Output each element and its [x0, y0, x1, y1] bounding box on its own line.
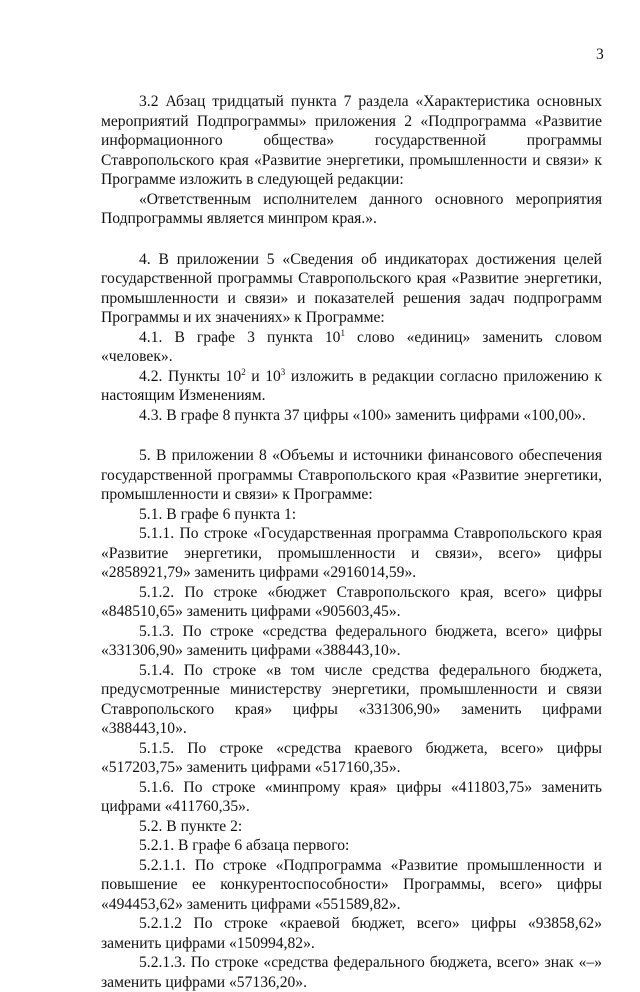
page-number: 3 [596, 46, 604, 63]
paragraph-5: 5. В приложении 8 «Объемы и источники финансового обеспечения государственной программы Ставропольского края «Развитие энергетики, промышленности и связи» к Программе: [101, 447, 602, 503]
paragraph-gap [101, 425, 602, 446]
paragraph-5-1-2: 5.1.2. По строке «бюджет Ставропольского края, всего» цифры «848510,65» заменить цифрами «905603,45». [101, 583, 602, 620]
paragraph-4-3: 4.3. В графе 8 пункта 37 цифры «100» заменить цифрами «100,00». [139, 406, 586, 424]
paragraph-3-2: 3.2 Абзац тридцатый пункта 7 раздела «Характеристика основных мероприятий Подпрограммы» приложения 2 «Подпрограмма «Развитие информационного общества» государственной программы Ставропольского края «Развитие энергетики, промышленности и связи» к Программе изложить в следующей редакции: [101, 93, 602, 188]
paragraph-4: 4. В приложении 5 «Сведения об индикаторах достижения целей государственной программы Ставропольского края «Развитие энергетики, промышленности и связи» и показателей решения задач подпрограмм Программы и их значениях» к Программе: [101, 250, 602, 326]
paragraph-5-1-1: 5.1.1. По строке «Государственная программа Ставропольского края «Развитие энергетики, промышленности и связи», всего» цифры «2858921,79» заменить цифрами «2916014,59». [101, 525, 602, 581]
paragraph-5-1-3: 5.1.3. По строке «средства федерального бюджета, всего» цифры «331306,90» заменить цифрами «388443,10». [101, 622, 602, 659]
paragraph-4-1-text-start: 4.1. В графе 3 пункта 10 [139, 328, 341, 346]
paragraph-4-1-text-end: слово «единиц» заменить словом «человек». [101, 328, 602, 365]
paragraph-5-2-1-1: 5.2.1.1. По строке «Подпрограмма «Развитие промышленности и повышение ее конкурентоспособности» Программы, всего» цифры «494453,62» заменить цифрами «551589,82». [101, 856, 602, 913]
paragraph-5-1: 5.1. В графе 6 пункта 1: [139, 505, 297, 523]
paragraph-5-2: 5.2. В пункте 2: [139, 817, 243, 835]
paragraph-5-1-4: 5.1.4. По строке «в том числе средства федерального бюджета, предусмотренные министерству энергетики, промышленности и связи Ставропольского края» цифры «331306,90» заменить цифрами «388443,10». [101, 661, 602, 737]
superscript-2: 2 [241, 366, 246, 377]
paragraph-4-1 [101, 328, 602, 367]
paragraph-3-2-quote: «Ответственным исполнителем данного основного мероприятия Подпрограммы является минпром края.». [101, 190, 602, 227]
paragraph-5-1-5: 5.1.5. По строке «средства краевого бюджета, всего» цифры «517203,75» заменить цифрами «517160,35». [101, 739, 602, 776]
paragraph-4-2-text-end: изложить в редакции согласно приложению к настоящим Изменениям. [101, 367, 602, 404]
paragraph-5-2-1-2: 5.2.1.2 По строке «краевой бюджет, всего» цифры «93858,62» заменить цифрами «150994,82». [101, 915, 602, 952]
superscript-1: 1 [340, 327, 345, 338]
paragraph-4-2-text-start: 4.2. Пункты 10 [139, 367, 242, 385]
paragraph-5-2-1: 5.2.1. В графе 6 абзаца первого: [139, 837, 350, 854]
paragraph-5-1-6: 5.1.6. По строке «минпрому края» цифры «411803,75» заменить цифрами «411760,35». [101, 778, 602, 815]
superscript-3: 3 [280, 366, 286, 377]
document-body [101, 92, 602, 992]
paragraph-5-2-1-3: 5.2.1.3. По строке «средства федерального бюджета, всего» знак «–» заменить цифрами «57136,20». [101, 954, 602, 991]
paragraph-4-2-text-middle: и 10 [245, 367, 281, 385]
paragraph-gap [101, 229, 602, 250]
paragraph-4-2 [101, 367, 602, 406]
